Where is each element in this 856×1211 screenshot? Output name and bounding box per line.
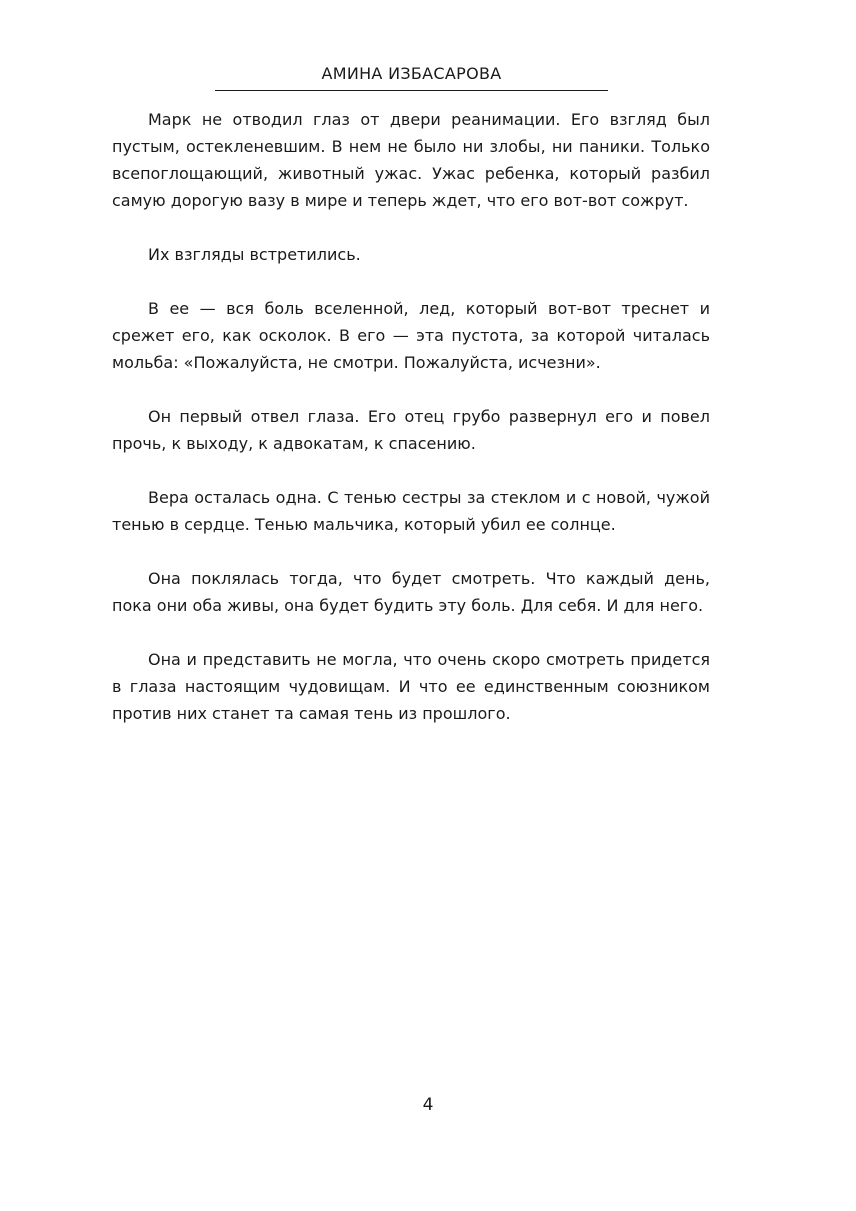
running-header-author: АМИНА ИЗБАСАРОВА (321, 64, 502, 83)
page-number: 4 (422, 1095, 434, 1115)
paragraph: Он первый отвел глаза. Его отец грубо развернул его и повел прочь, к выходу, к адвокатам, к спасению. (112, 407, 710, 453)
paragraph: В ее — вся боль вселенной, лед, который вот-вот треснет и срежет его, как осколок. В его — эта пустота, за которой читалась мольба: «Пожалуйста, не смотри. Пожалуйста, исчезни». (112, 299, 710, 372)
paragraph: Она и представить не могла, что очень скоро смотреть придется в глаза настоящим чудовищам. И что ее единственным союзником против них станет та самая тень из прошлого. (112, 650, 710, 723)
paragraph: Она поклялась тогда, что будет смотреть. Что каждый день, пока они оба живы, она будет будить эту боль. Для себя. И для него. (112, 569, 710, 615)
body-text (112, 106, 710, 754)
paragraph: Марк не отводил глаз от двери реанимации. Его взгляд был пустым, остекленевшим. В нем не было ни злобы, ни паники. Только всепоглощающий, животный ужас. Ужас ребенка, который разбил самую дорогую вазу в мире и теперь ждет, что его вот-вот сожрут. (112, 110, 710, 210)
paragraph: Вера осталась одна. С тенью сестры за стеклом и с новой, чужой тенью в сердце. Тенью мальчика, который убил ее солнце. (112, 488, 710, 534)
paragraph: Их взгляды встретились. (148, 245, 361, 264)
header-divider (215, 90, 608, 91)
